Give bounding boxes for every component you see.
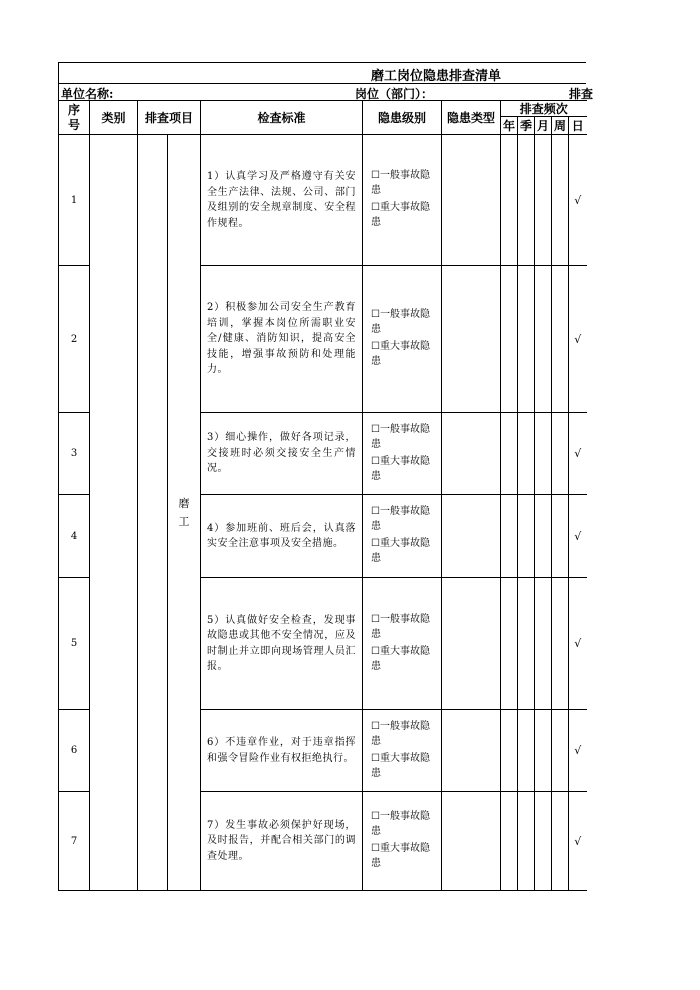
row-standard: 3）细心操作，做好各项记录，交接班时必须交接安全生产情况。 [201, 413, 363, 495]
row-check-mark: √ [569, 413, 587, 495]
row-level [363, 413, 442, 495]
freq-cell [535, 578, 552, 710]
freq-cell [535, 792, 552, 891]
row-standard: 5）认真做好安全检查，发现事故隐患或其他不安全情况，应及时制止并立即向现场管理人员汇报。 [201, 578, 363, 710]
row-check-mark: √ [569, 710, 587, 792]
freq-cell [501, 578, 518, 710]
freq-quarter: 季 [518, 117, 535, 135]
freq-cell [535, 710, 552, 792]
freq-cell [518, 578, 535, 710]
level-general: ☐一般事故隐患 [371, 506, 430, 532]
row-type [442, 495, 501, 578]
header-freq: 排查频次 [501, 101, 587, 117]
level-major: ☐重大事故隐患 [371, 341, 430, 367]
row-standard: 6）不违章作业，对于违章指挥和强令冒险作业有权拒绝执行。 [201, 710, 363, 792]
header-seq [59, 101, 90, 135]
level-general: ☐一般事故隐患 [371, 170, 430, 196]
level-major: ☐重大事故隐患 [371, 538, 430, 564]
row-level [363, 266, 442, 413]
header-type: 隐患类型 [442, 101, 501, 135]
row-level [363, 792, 442, 891]
freq-cell [501, 710, 518, 792]
row-type [442, 792, 501, 891]
level-general: ☐一般事故隐患 [371, 811, 430, 837]
freq-year: 年 [501, 117, 518, 135]
row-no: 5 [59, 578, 90, 710]
unit-label: 单位名称: [61, 87, 114, 101]
category-cell [90, 135, 138, 891]
freq-cell [552, 413, 569, 495]
row-level [363, 495, 442, 578]
level-major: ☐重大事故隐患 [371, 202, 430, 228]
row-no: 7 [59, 792, 90, 891]
row-check-mark: √ [569, 792, 587, 891]
row-type [442, 266, 501, 413]
freq-cell [501, 266, 518, 413]
row-no: 6 [59, 710, 90, 792]
freq-cell [535, 413, 552, 495]
row-no: 2 [59, 266, 90, 413]
level-major: ☐重大事故隐患 [371, 645, 430, 672]
freq-cell [552, 495, 569, 578]
checklist-sheet [58, 62, 594, 891]
row-check-mark: √ [569, 135, 587, 266]
freq-cell [552, 266, 569, 413]
header-level: 隐患级别 [363, 101, 442, 135]
freq-cell [518, 135, 535, 266]
freq-cell [501, 413, 518, 495]
post-name-cell [168, 135, 201, 891]
freq-cell [501, 495, 518, 578]
freq-cell [518, 413, 535, 495]
freq-cell [518, 495, 535, 578]
truncated-label: 排查 [569, 87, 594, 101]
row-type [442, 578, 501, 710]
freq-cell [535, 266, 552, 413]
row-standard: 2）积极参加公司安全生产教育培训，掌握本岗位所需职业安全/健康、消防知识，提高安全技能，增强事故预防和处理能力。 [201, 266, 363, 413]
freq-cell [518, 792, 535, 891]
row-level [363, 710, 442, 792]
freq-day: 日 [569, 117, 587, 135]
row-no: 1 [59, 135, 90, 266]
row-type [442, 710, 501, 792]
row-standard: 1）认真学习及严格遵守有关安全生产法律、法规、公司、部门及组别的安全规章制度、安全程作规程。 [201, 135, 363, 266]
header-item: 排查项目 [138, 101, 201, 135]
freq-month: 月 [535, 117, 552, 135]
row-check-mark: √ [569, 495, 587, 578]
freq-cell [552, 578, 569, 710]
level-major: ☐重大事故隐患 [371, 843, 430, 869]
row-standard: 7）发生事故必须保护好现场，及时报告，并配合相关部门的调查处理。 [201, 792, 363, 891]
header-seq-text: 序号 [67, 102, 80, 132]
freq-cell [501, 792, 518, 891]
freq-cell [552, 792, 569, 891]
freq-cell [552, 135, 569, 266]
level-general: ☐一般事故隐患 [371, 309, 430, 335]
row-level [363, 135, 442, 266]
row-level [363, 578, 442, 710]
item-cell [138, 135, 168, 891]
post-label: 岗位（部门）： [355, 87, 434, 101]
level-general: ☐一般事故隐患 [371, 720, 430, 747]
freq-cell [518, 266, 535, 413]
freq-cell [518, 710, 535, 792]
meta-row [58, 83, 594, 101]
row-check-mark: √ [569, 266, 587, 413]
title-row [58, 62, 586, 83]
freq-week: 周 [552, 117, 569, 135]
freq-cell [552, 710, 569, 792]
freq-cell [535, 135, 552, 266]
row-type [442, 413, 501, 495]
page-title: 磨工岗位隐患排查清单 [371, 69, 502, 84]
header-category: 类别 [90, 101, 138, 135]
row-no: 3 [59, 413, 90, 495]
post-name: 磨工 [178, 496, 190, 528]
row-standard: 4）参加班前、班后会，认真落实安全注意事项及安全措施。 [201, 495, 363, 578]
freq-cell [535, 495, 552, 578]
level-general: ☐一般事故隐患 [371, 423, 430, 450]
level-major: ☐重大事故隐患 [371, 752, 430, 779]
checklist-table [58, 100, 587, 891]
header-standard: 检查标准 [201, 101, 363, 135]
row-no: 4 [59, 495, 90, 578]
row-check-mark: √ [569, 578, 587, 710]
level-major: ☐重大事故隐患 [371, 455, 430, 482]
row-type [442, 135, 501, 266]
freq-cell [501, 135, 518, 266]
level-general: ☐一般事故隐患 [371, 613, 430, 640]
